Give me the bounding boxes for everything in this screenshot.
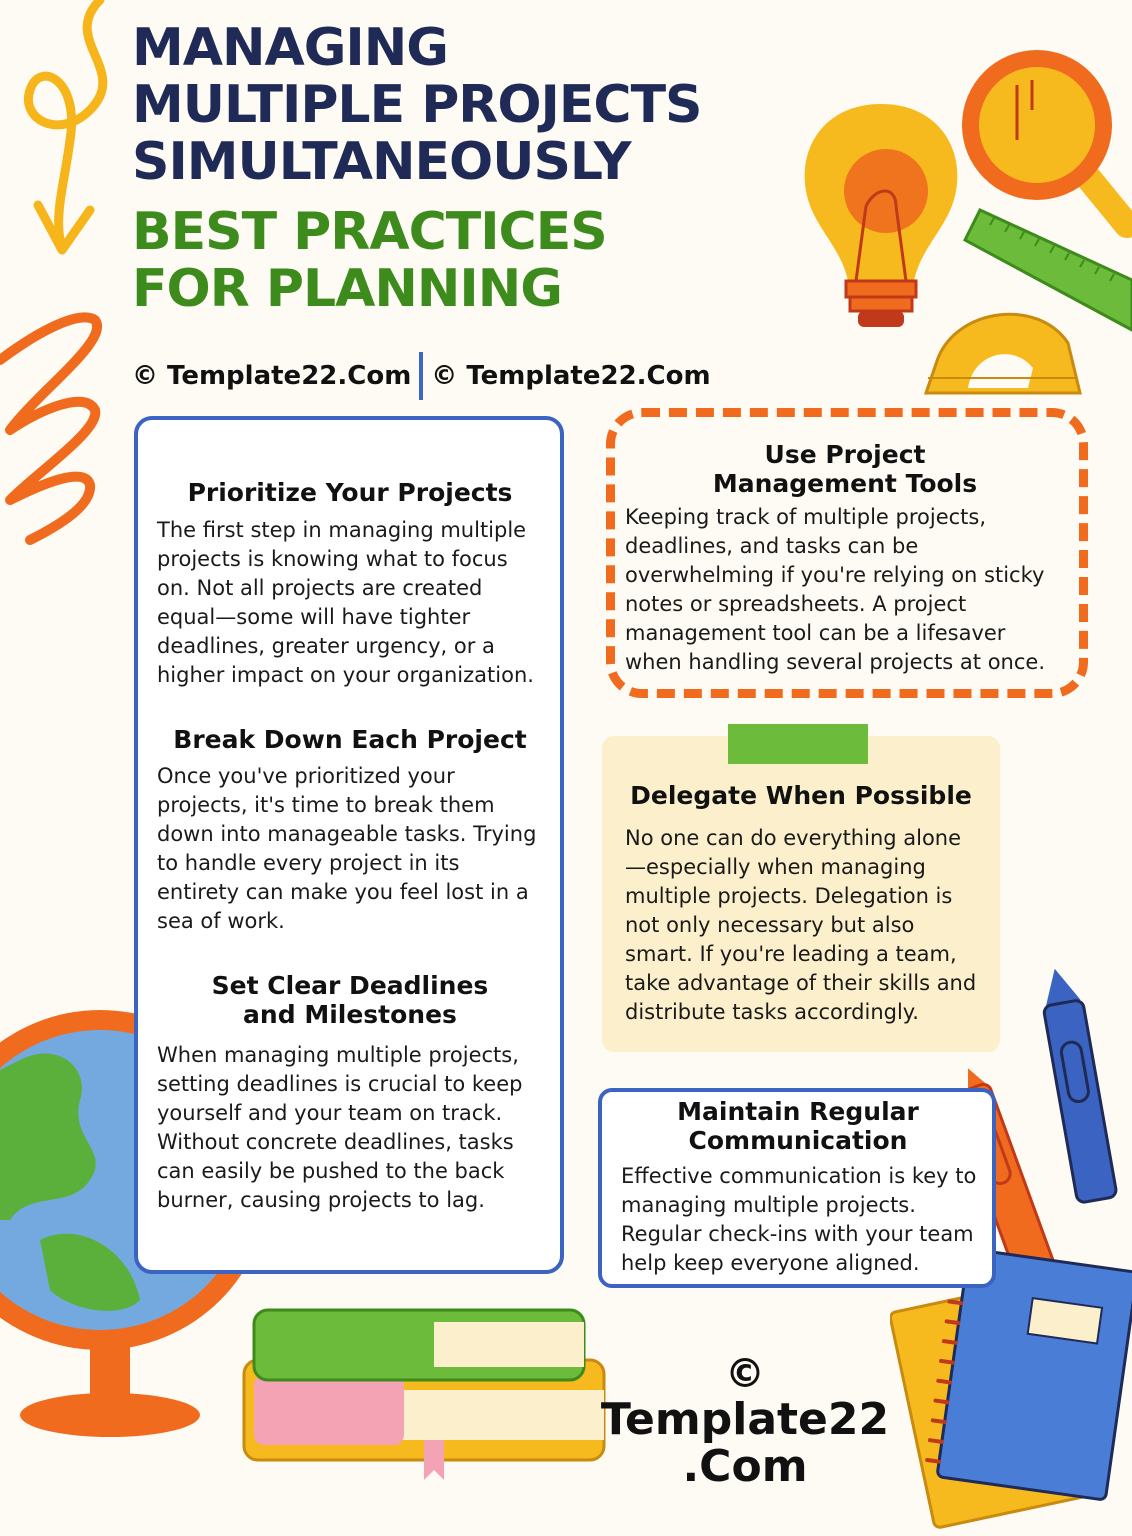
footer-brand-name: Template22 bbox=[600, 1394, 890, 1445]
title-line: MULTIPLE PROJECTS bbox=[132, 75, 702, 135]
breakdown-heading: Break Down Each Project bbox=[173, 725, 527, 754]
credit-left: © Template22.Com bbox=[132, 361, 412, 391]
credit-right: © Template22.Com bbox=[431, 361, 711, 391]
title-line: SIMULTANEOUSLY bbox=[132, 132, 631, 192]
footer-brand bbox=[600, 1352, 890, 1490]
subtitle-line: BEST PRACTICES bbox=[132, 202, 607, 262]
zigzag-squiggle-illustration bbox=[0, 300, 110, 560]
book-stack-illustration bbox=[234, 1300, 614, 1490]
page-title bbox=[132, 20, 702, 191]
breakdown-body: Once you've prioritized your projects, it's time to break them down into manageable tasks. Trying to handle every project in its entirety can make you feel lost in a sea of work. bbox=[157, 764, 537, 933]
prioritize-heading: Prioritize Your Projects bbox=[187, 478, 513, 507]
deadlines-heading: Set Clear Deadlines and Milestones bbox=[211, 971, 489, 1029]
tape-decoration bbox=[728, 724, 868, 764]
deadlines-body: When managing multiple projects, setting deadlines is crucial to keep yourself and your team on track. Without concrete deadlines, tasks can easily be pushed to the back burner, causing projects to lag. bbox=[157, 1043, 523, 1212]
footer-brand-domain: .Com bbox=[682, 1441, 808, 1492]
page-subtitle bbox=[132, 204, 607, 318]
delegate-body: No one can do everything alone—especially when managing multiple projects. Delegation is not only necessary but also smart. If you're leading a team, take advantage of their skills and distribute tasks accordingly. bbox=[625, 826, 977, 1024]
title-line: MANAGING bbox=[132, 18, 448, 78]
credit-divider bbox=[419, 352, 423, 400]
delegate-heading: Delegate When Possible bbox=[630, 781, 972, 810]
subtitle-line: FOR PLANNING bbox=[132, 259, 562, 319]
tools-heading: Use Project Management Tools bbox=[712, 440, 978, 498]
swirl-arrow-illustration bbox=[0, 0, 140, 260]
footer-copyright-symbol: © bbox=[725, 1351, 765, 1397]
communication-body: Effective communication is key to managing multiple projects. Regular check-ins with your team help keep everyone aligned. bbox=[621, 1164, 977, 1275]
prioritize-body: The first step in managing multiple projects is knowing what to focus on. Not all projects are created equal—some will have tighter deadlines, greater urgency, or a higher impact on your organization. bbox=[157, 518, 534, 687]
notebooks-illustration bbox=[890, 1250, 1132, 1536]
credits-row bbox=[132, 352, 711, 400]
communication-heading: Maintain Regular Communication bbox=[677, 1097, 919, 1155]
protractor-illustration bbox=[918, 298, 1084, 400]
tools-body: Keeping track of multiple projects, deadlines, and tasks can be overwhelming if you're relying on sticky notes or spreadsheets. A project management tool can be a lifesaver when handling several projects at once. bbox=[625, 505, 1045, 674]
